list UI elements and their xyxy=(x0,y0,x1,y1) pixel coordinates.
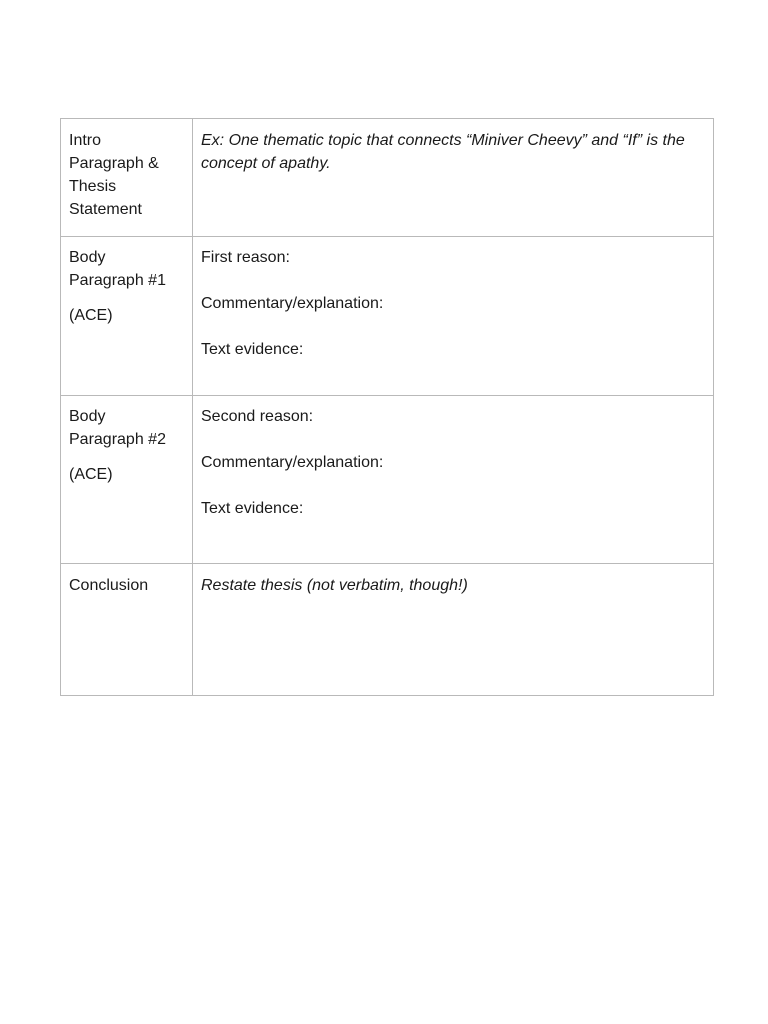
second-reason-prompt: Second reason: xyxy=(201,408,314,425)
label-line: Paragraph #2 xyxy=(69,431,166,448)
row-content-conclusion xyxy=(193,564,714,696)
label-line: Conclusion xyxy=(69,577,149,594)
row-content-body-2 xyxy=(193,396,714,564)
row-label-intro xyxy=(61,119,193,237)
table-row-body-2 xyxy=(61,396,714,564)
label-line: Thesis xyxy=(69,178,117,195)
table-row-intro xyxy=(61,119,714,237)
label-line: Intro xyxy=(69,132,102,149)
text-evidence-prompt: Text evidence: xyxy=(201,500,304,517)
row-label-conclusion xyxy=(61,564,193,696)
label-line: Body xyxy=(69,408,106,425)
ace-tag: (ACE) xyxy=(69,307,113,324)
table-row-body-1 xyxy=(61,237,714,396)
row-label-body-1 xyxy=(61,237,193,396)
commentary-prompt: Commentary/explanation: xyxy=(201,295,384,312)
commentary-prompt: Commentary/explanation: xyxy=(201,454,384,471)
thesis-example-text: Ex: One thematic topic that connects “Miniver Cheevy” and “If” is the concept of apathy. xyxy=(201,132,685,172)
ace-tag: (ACE) xyxy=(69,466,113,483)
essay-outline-table xyxy=(60,118,714,696)
first-reason-prompt: First reason: xyxy=(201,249,290,266)
row-content-intro xyxy=(193,119,714,237)
label-line: Statement xyxy=(69,201,142,218)
table-row-conclusion xyxy=(61,564,714,696)
restate-thesis-text: Restate thesis (not verbatim, though!) xyxy=(201,577,468,594)
row-label-body-2 xyxy=(61,396,193,564)
label-line: Paragraph & xyxy=(69,155,159,172)
row-content-body-1 xyxy=(193,237,714,396)
text-evidence-prompt: Text evidence: xyxy=(201,341,304,358)
label-line: Paragraph #1 xyxy=(69,272,166,289)
label-line: Body xyxy=(69,249,106,266)
